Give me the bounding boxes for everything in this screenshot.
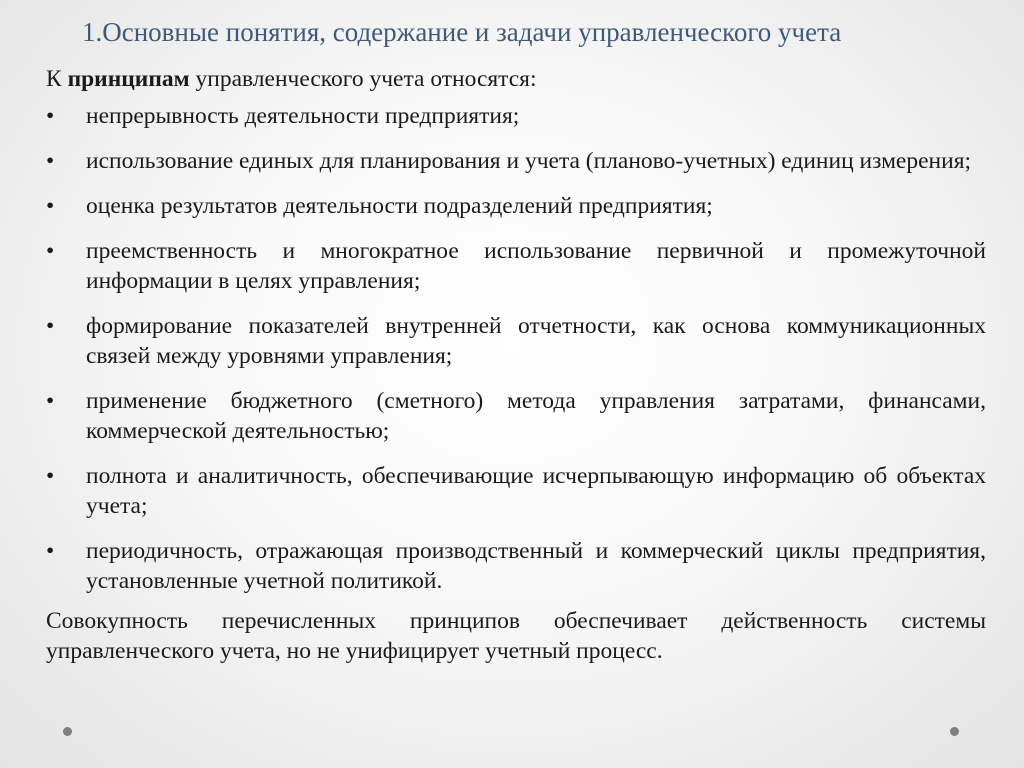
bullet-icon: • — [46, 103, 55, 129]
bullet-icon: • — [46, 388, 55, 414]
list-item-text: оценка результатов деятельности подразделений предприятия; — [86, 193, 713, 219]
list-item — [46, 311, 986, 371]
slide-content — [46, 64, 986, 690]
bullet-icon: • — [46, 193, 55, 219]
list-item — [46, 191, 986, 221]
list-item-text: использование единых для планирования и учета (планово-учетных) единиц измерения; — [86, 148, 972, 174]
list-item — [46, 461, 986, 521]
list-item-text: преемственность и многократное использование первичной и промежуточной информации в целях управления; — [86, 238, 986, 294]
bullet-icon: • — [46, 463, 55, 489]
principles-list — [46, 101, 986, 596]
bullet-icon: • — [46, 238, 55, 264]
intro-suffix: управленческого учета относятся: — [189, 66, 537, 92]
slide-decoration-dot-icon — [950, 727, 959, 736]
intro-emphasis: принципам — [67, 66, 190, 92]
list-item-text: полнота и аналитичность, обеспечивающие исчерпывающую информацию об объектах учета; — [86, 463, 986, 519]
list-item — [46, 146, 986, 176]
list-item — [46, 236, 986, 296]
intro-prefix: К — [46, 66, 68, 92]
bullet-icon: • — [46, 148, 55, 174]
list-item-text: применение бюджетного (сметного) метода управления затратами, финансами, коммерческой деятельностью; — [86, 388, 986, 444]
bullet-icon: • — [46, 538, 55, 564]
list-item — [46, 536, 986, 596]
list-item-text: формирование показателей внутренней отчетности, как основа коммуникационных связей между уровнями управления; — [86, 313, 986, 369]
list-item-text: непрерывность деятельности предприятия; — [86, 103, 520, 129]
list-item-text: периодичность, отражающая производственный и коммерческий циклы предприятия, установленные учетной политикой. — [86, 538, 986, 594]
bullet-icon: • — [46, 313, 55, 339]
conclusion-paragraph: Совокупность перечисленных принципов обеспечивает действенность системы управленческого учета, но не унифицирует учетный процесс. — [46, 608, 986, 664]
intro-paragraph — [46, 64, 986, 94]
list-item — [46, 101, 986, 131]
slide-title: 1.Основные понятия, содержание и задачи управленческого учета — [82, 17, 842, 47]
slide-decoration-dot-icon — [63, 727, 72, 736]
list-item — [46, 386, 986, 446]
